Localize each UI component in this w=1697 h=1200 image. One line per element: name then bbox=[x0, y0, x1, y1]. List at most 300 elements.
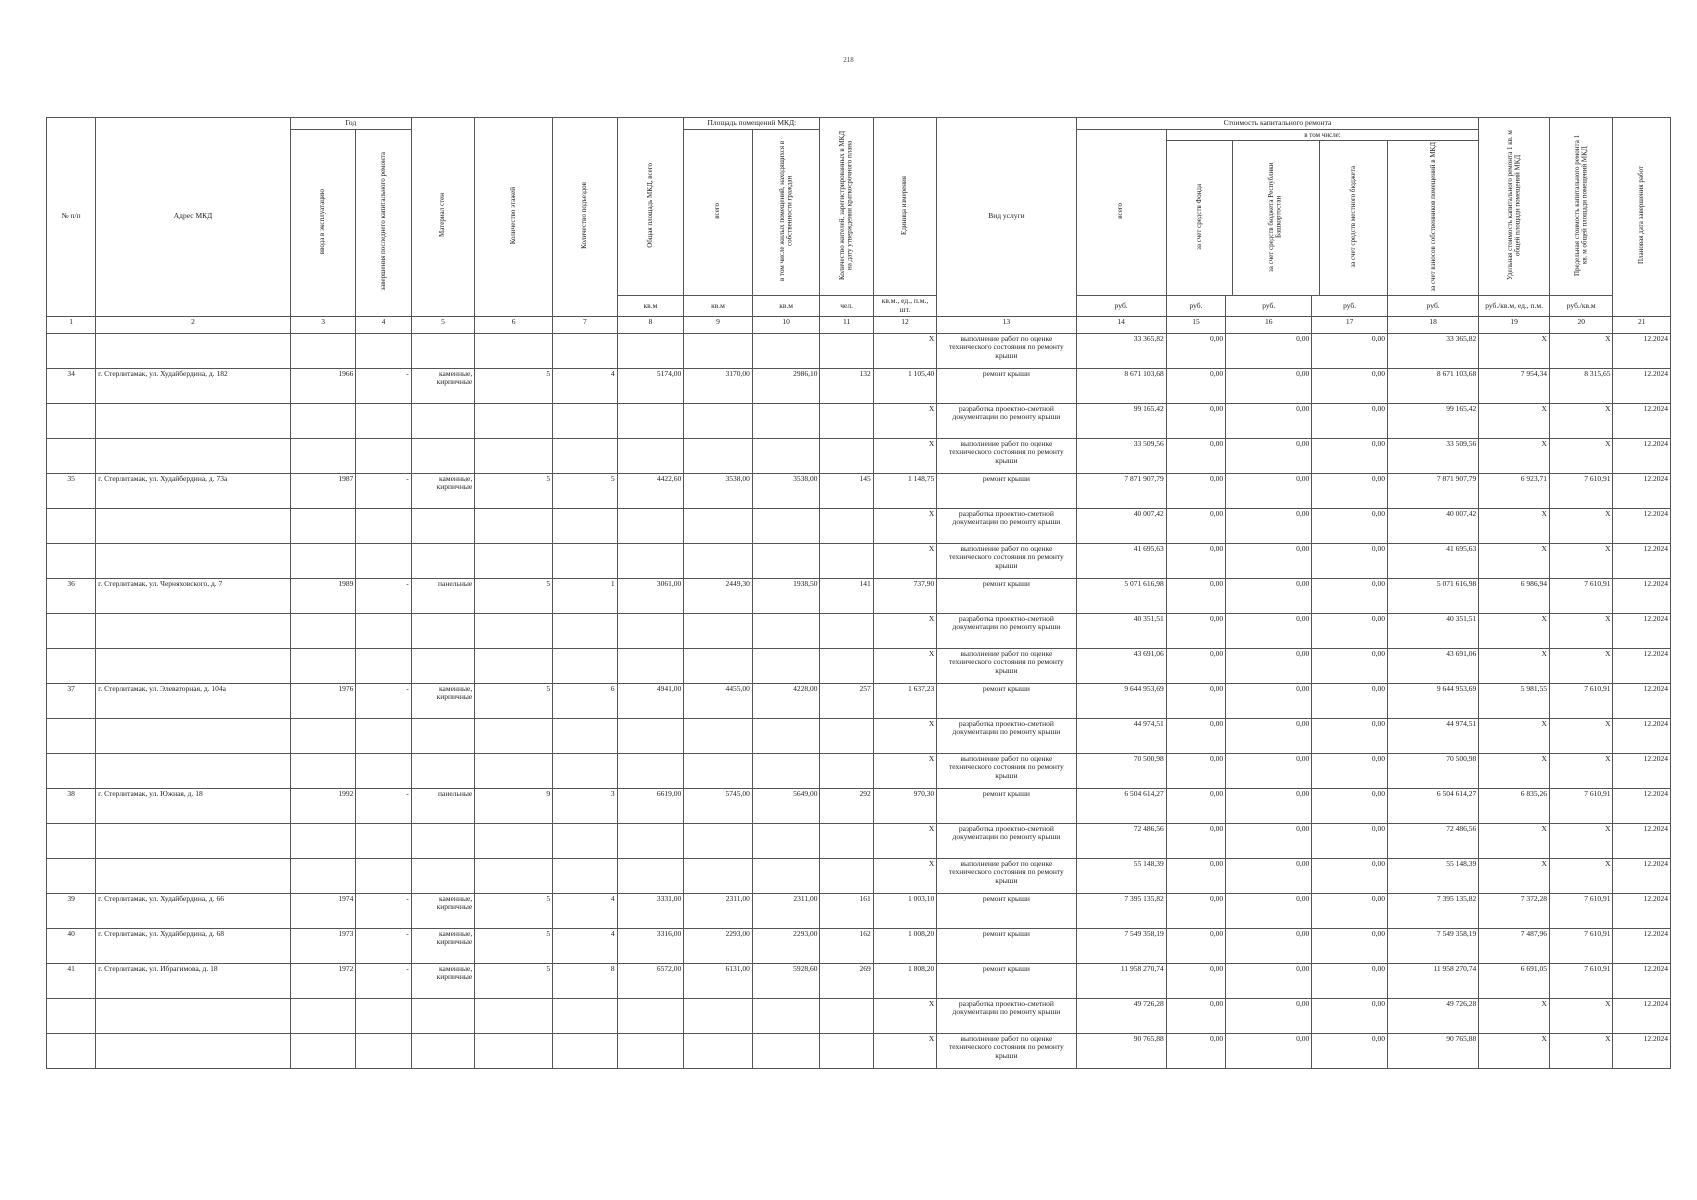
deadline-cell: 12.2024 bbox=[1613, 543, 1671, 578]
unit-cost-republic: руб. bbox=[1226, 296, 1312, 316]
column-index-cell: 17 bbox=[1312, 316, 1388, 333]
service-type-cell: ремонт крыши bbox=[937, 368, 1076, 403]
address-cell: г. Стерлитамак, ул. Южная, д. 18 bbox=[96, 788, 291, 823]
cost-fund-cell: 0,00 bbox=[1166, 858, 1225, 893]
service-type-cell: ремонт крыши bbox=[937, 473, 1076, 508]
cost-fund-cell: 0,00 bbox=[1166, 683, 1225, 718]
column-index-cell: 1 bbox=[47, 316, 96, 333]
cost-fund-cell: 0,00 bbox=[1166, 893, 1225, 928]
premises-total-cell bbox=[684, 613, 753, 648]
table-row bbox=[47, 963, 1671, 998]
deadline-cell: 12.2024 bbox=[1613, 613, 1671, 648]
residents-cell: 162 bbox=[820, 928, 873, 963]
year-commission-cell bbox=[290, 543, 356, 578]
entrances-cell bbox=[553, 543, 618, 578]
year-commission-cell: 1966 bbox=[290, 368, 356, 403]
premises-total-cell bbox=[684, 1033, 753, 1068]
residents-cell: 145 bbox=[820, 473, 873, 508]
total-area-cell bbox=[617, 438, 684, 473]
max-cost-cell: X bbox=[1549, 508, 1613, 543]
wall-material-cell bbox=[411, 613, 475, 648]
unit-cost-total: руб. bbox=[1076, 296, 1166, 316]
row-number: 37 bbox=[47, 683, 96, 718]
premises-total-cell bbox=[684, 508, 753, 543]
premises-total-cell: 5745,00 bbox=[684, 788, 753, 823]
cost-total-cell: 7 871 907,79 bbox=[1076, 473, 1166, 508]
cost-republic-cell: 0,00 bbox=[1226, 928, 1312, 963]
row-number: 39 bbox=[47, 893, 96, 928]
cost-owners-cell: 41 695,63 bbox=[1388, 543, 1479, 578]
cost-total-cell: 40 351,51 bbox=[1076, 613, 1166, 648]
cost-total-cell: 8 671 103,68 bbox=[1076, 368, 1166, 403]
unit-measure-cell: 1 148,75 bbox=[873, 473, 937, 508]
address-cell bbox=[96, 648, 291, 683]
premises-total-cell: 6131,00 bbox=[684, 963, 753, 998]
row-number: 38 bbox=[47, 788, 96, 823]
row-number: 41 bbox=[47, 963, 96, 998]
floors-cell: 5 bbox=[475, 928, 553, 963]
cost-local-cell: 0,00 bbox=[1312, 928, 1388, 963]
cost-republic-cell: 0,00 bbox=[1226, 333, 1312, 368]
cost-republic-cell: 0,00 bbox=[1226, 893, 1312, 928]
max-cost-cell: 8 315,65 bbox=[1549, 368, 1613, 403]
year-repair-cell: - bbox=[356, 578, 411, 613]
premises-residents-cell bbox=[752, 823, 820, 858]
wall-material-cell bbox=[411, 648, 475, 683]
premises-residents-cell: 3538,00 bbox=[752, 473, 820, 508]
year-commission-cell bbox=[290, 508, 356, 543]
max-cost-cell: X bbox=[1549, 753, 1613, 788]
row-number bbox=[47, 718, 96, 753]
cost-owners-cell: 6 504 614,27 bbox=[1388, 788, 1479, 823]
table-row bbox=[47, 683, 1671, 718]
capital-repair-table bbox=[46, 117, 1671, 1069]
row-number: 36 bbox=[47, 578, 96, 613]
entrances-cell: 3 bbox=[553, 788, 618, 823]
max-cost-cell: X bbox=[1549, 438, 1613, 473]
wall-material-cell bbox=[411, 858, 475, 893]
floors-cell: 5 bbox=[475, 473, 553, 508]
residents-cell: 292 bbox=[820, 788, 873, 823]
premises-residents-cell: 2293,00 bbox=[752, 928, 820, 963]
service-type-cell: выполнение работ по оценке технического состояния по ремонту крыши bbox=[937, 333, 1076, 368]
deadline-cell: 12.2024 bbox=[1613, 718, 1671, 753]
cost-owners-cell: 8 671 103,68 bbox=[1388, 368, 1479, 403]
column-index-cell: 6 bbox=[475, 316, 553, 333]
max-cost-cell: X bbox=[1549, 823, 1613, 858]
unit-measure-cell: 1 637,23 bbox=[873, 683, 937, 718]
year-repair-cell: - bbox=[356, 963, 411, 998]
premises-total-cell bbox=[684, 333, 753, 368]
floors-cell: 5 bbox=[475, 893, 553, 928]
year-repair-cell bbox=[356, 823, 411, 858]
premises-total-cell bbox=[684, 403, 753, 438]
residents-cell: 161 bbox=[820, 893, 873, 928]
year-commission-cell bbox=[290, 718, 356, 753]
cost-republic-cell: 0,00 bbox=[1226, 403, 1312, 438]
unit-cost-cell: 6 691,05 bbox=[1479, 963, 1550, 998]
header-cost-incl-group bbox=[1166, 129, 1479, 296]
cost-local-cell: 0,00 bbox=[1312, 683, 1388, 718]
total-area-cell bbox=[617, 648, 684, 683]
cost-local-cell: 0,00 bbox=[1312, 753, 1388, 788]
premises-residents-cell: 4228,00 bbox=[752, 683, 820, 718]
table-row bbox=[47, 473, 1671, 508]
row-number bbox=[47, 543, 96, 578]
wall-material-cell: каменные, кирпичные bbox=[411, 963, 475, 998]
cost-republic-cell: 0,00 bbox=[1226, 438, 1312, 473]
total-area-cell bbox=[617, 613, 684, 648]
entrances-cell bbox=[553, 753, 618, 788]
entrances-cell: 5 bbox=[553, 473, 618, 508]
unit-cost-fund: руб. bbox=[1166, 296, 1225, 316]
premises-residents-cell bbox=[752, 753, 820, 788]
row-number bbox=[47, 858, 96, 893]
entrances-cell bbox=[553, 648, 618, 683]
premises-residents-cell bbox=[752, 403, 820, 438]
year-commission-cell bbox=[290, 438, 356, 473]
year-commission-cell: 1989 bbox=[290, 578, 356, 613]
service-type-cell: выполнение работ по оценке технического состояния по ремонту крыши bbox=[937, 438, 1076, 473]
header-unit-cost: Удельная стоимость капитального ремонта 1 кв. м общей площади помещений МКД bbox=[1479, 118, 1550, 296]
service-type-cell: выполнение работ по оценке технического состояния по ремонту крыши bbox=[937, 1033, 1076, 1068]
address-cell: г. Стерлитамак, ул. Худайбердина, д. 182 bbox=[96, 368, 291, 403]
unit-cost-cell: X bbox=[1479, 718, 1550, 753]
deadline-cell: 12.2024 bbox=[1613, 683, 1671, 718]
entrances-cell: 6 bbox=[553, 683, 618, 718]
table-row bbox=[47, 718, 1671, 753]
deadline-cell: 12.2024 bbox=[1613, 928, 1671, 963]
unit-premises-residents: кв.м bbox=[752, 296, 820, 316]
unit-cost-cell: X bbox=[1479, 543, 1550, 578]
header-cost-fund: за счет средств Фонда bbox=[1167, 141, 1232, 296]
wall-material-cell: панельные bbox=[411, 788, 475, 823]
premises-total-cell bbox=[684, 753, 753, 788]
table-row bbox=[47, 928, 1671, 963]
cost-local-cell: 0,00 bbox=[1312, 613, 1388, 648]
wall-material-cell bbox=[411, 718, 475, 753]
unit-cost-cell: 6 986,94 bbox=[1479, 578, 1550, 613]
max-cost-cell: 7 610,91 bbox=[1549, 578, 1613, 613]
year-repair-cell: - bbox=[356, 893, 411, 928]
max-cost-cell: 7 610,91 bbox=[1549, 963, 1613, 998]
cost-owners-cell: 90 765,88 bbox=[1388, 1033, 1479, 1068]
deadline-cell: 12.2024 bbox=[1613, 753, 1671, 788]
deadline-cell: 12.2024 bbox=[1613, 473, 1671, 508]
unit-cost-cell: 7 954,34 bbox=[1479, 368, 1550, 403]
cost-owners-cell: 55 148,39 bbox=[1388, 858, 1479, 893]
residents-cell: 141 bbox=[820, 578, 873, 613]
unit-cost-cell: X bbox=[1479, 858, 1550, 893]
unit-measure-cell: X bbox=[873, 333, 937, 368]
floors-cell: 5 bbox=[475, 578, 553, 613]
floors-cell bbox=[475, 508, 553, 543]
cost-local-cell: 0,00 bbox=[1312, 368, 1388, 403]
column-index-cell: 9 bbox=[684, 316, 753, 333]
unit-cost-cell: X bbox=[1479, 438, 1550, 473]
cost-local-cell: 0,00 bbox=[1312, 473, 1388, 508]
header-incl: в том числе: bbox=[1167, 130, 1479, 141]
unit-max-cost: руб./кв.м bbox=[1549, 296, 1613, 316]
wall-material-cell bbox=[411, 753, 475, 788]
deadline-cell: 12.2024 bbox=[1613, 333, 1671, 368]
floors-cell: 5 bbox=[475, 683, 553, 718]
entrances-cell: 1 bbox=[553, 578, 618, 613]
column-index-cell: 5 bbox=[411, 316, 475, 333]
wall-material-cell bbox=[411, 543, 475, 578]
max-cost-cell: 7 610,91 bbox=[1549, 928, 1613, 963]
header-cost-local: за счет средств местного бюджета bbox=[1319, 141, 1388, 296]
cost-fund-cell: 0,00 bbox=[1166, 333, 1225, 368]
cost-total-cell: 90 765,88 bbox=[1076, 1033, 1166, 1068]
table-row bbox=[47, 508, 1671, 543]
service-type-cell: ремонт крыши bbox=[937, 788, 1076, 823]
cost-local-cell: 0,00 bbox=[1312, 648, 1388, 683]
year-repair-cell bbox=[356, 543, 411, 578]
cost-local-cell: 0,00 bbox=[1312, 963, 1388, 998]
residents-cell bbox=[820, 823, 873, 858]
cost-local-cell: 0,00 bbox=[1312, 858, 1388, 893]
total-area-cell: 5174,00 bbox=[617, 368, 684, 403]
premises-total-cell: 2293,00 bbox=[684, 928, 753, 963]
cost-republic-cell: 0,00 bbox=[1226, 788, 1312, 823]
floors-cell bbox=[475, 753, 553, 788]
table-row bbox=[47, 788, 1671, 823]
column-index-cell: 4 bbox=[356, 316, 411, 333]
year-commission-cell: 1972 bbox=[290, 963, 356, 998]
wall-material-cell: каменные, кирпичные bbox=[411, 683, 475, 718]
residents-cell bbox=[820, 508, 873, 543]
row-number: 34 bbox=[47, 368, 96, 403]
entrances-cell: 4 bbox=[553, 928, 618, 963]
column-index-cell: 2 bbox=[96, 316, 291, 333]
wall-material-cell bbox=[411, 1033, 475, 1068]
service-type-cell: ремонт крыши bbox=[937, 928, 1076, 963]
year-repair-cell bbox=[356, 613, 411, 648]
wall-material-cell: каменные, кирпичные bbox=[411, 473, 475, 508]
premises-total-cell bbox=[684, 543, 753, 578]
premises-residents-cell bbox=[752, 648, 820, 683]
residents-cell: 257 bbox=[820, 683, 873, 718]
entrances-cell bbox=[553, 333, 618, 368]
column-index-cell: 11 bbox=[820, 316, 873, 333]
header-total-area: Общая площадь МКД, всего bbox=[617, 118, 684, 296]
cost-fund-cell: 0,00 bbox=[1166, 788, 1225, 823]
year-repair-cell: - bbox=[356, 473, 411, 508]
wall-material-cell bbox=[411, 998, 475, 1033]
cost-fund-cell: 0,00 bbox=[1166, 963, 1225, 998]
deadline-cell: 12.2024 bbox=[1613, 648, 1671, 683]
unit-measure-cell: X bbox=[873, 613, 937, 648]
cost-total-cell: 41 695,63 bbox=[1076, 543, 1166, 578]
cost-fund-cell: 0,00 bbox=[1166, 928, 1225, 963]
cost-fund-cell: 0,00 bbox=[1166, 648, 1225, 683]
cost-owners-cell: 5 071 616,98 bbox=[1388, 578, 1479, 613]
cost-total-cell: 49 726,28 bbox=[1076, 998, 1166, 1033]
cost-local-cell: 0,00 bbox=[1312, 998, 1388, 1033]
max-cost-cell: 7 610,91 bbox=[1549, 893, 1613, 928]
unit-measure: кв.м., ед., п.м., шт. bbox=[873, 296, 937, 316]
deadline-cell: 12.2024 bbox=[1613, 403, 1671, 438]
wall-material-cell: каменные, кирпичные bbox=[411, 368, 475, 403]
cost-total-cell: 99 165,42 bbox=[1076, 403, 1166, 438]
cost-local-cell: 0,00 bbox=[1312, 893, 1388, 928]
floors-cell bbox=[475, 998, 553, 1033]
premises-residents-cell: 2986,10 bbox=[752, 368, 820, 403]
residents-cell bbox=[820, 543, 873, 578]
cost-fund-cell: 0,00 bbox=[1166, 578, 1225, 613]
row-number bbox=[47, 648, 96, 683]
cost-local-cell: 0,00 bbox=[1312, 788, 1388, 823]
header-year-group: Год bbox=[290, 118, 411, 130]
unit-cost-cell: 7 372,28 bbox=[1479, 893, 1550, 928]
unit-cost-cell: 7 487,96 bbox=[1479, 928, 1550, 963]
floors-cell bbox=[475, 1033, 553, 1068]
premises-total-cell bbox=[684, 823, 753, 858]
cost-local-cell: 0,00 bbox=[1312, 823, 1388, 858]
cost-republic-cell: 0,00 bbox=[1226, 963, 1312, 998]
unit-total-area: кв.м bbox=[617, 296, 684, 316]
address-cell bbox=[96, 718, 291, 753]
address-cell bbox=[96, 998, 291, 1033]
unit-cost-cell: X bbox=[1479, 753, 1550, 788]
premises-total-cell: 2449,30 bbox=[684, 578, 753, 613]
premises-residents-cell bbox=[752, 613, 820, 648]
table-row bbox=[47, 403, 1671, 438]
year-repair-cell bbox=[356, 403, 411, 438]
wall-material-cell bbox=[411, 403, 475, 438]
cost-owners-cell: 33 509,56 bbox=[1388, 438, 1479, 473]
unit-cost-local: руб. bbox=[1312, 296, 1388, 316]
cost-republic-cell: 0,00 bbox=[1226, 543, 1312, 578]
header-unit-measure: Единица измерения bbox=[873, 118, 937, 296]
column-index-cell: 3 bbox=[290, 316, 356, 333]
cost-republic-cell: 0,00 bbox=[1226, 823, 1312, 858]
year-repair-cell bbox=[356, 648, 411, 683]
year-repair-cell: - bbox=[356, 368, 411, 403]
year-repair-cell bbox=[356, 718, 411, 753]
cost-fund-cell: 0,00 bbox=[1166, 438, 1225, 473]
floors-cell bbox=[475, 648, 553, 683]
row-number bbox=[47, 508, 96, 543]
year-commission-cell: 1992 bbox=[290, 788, 356, 823]
address-cell bbox=[96, 333, 291, 368]
service-type-cell: разработка проектно-сметной документации по ремонту крыши bbox=[937, 403, 1076, 438]
cost-fund-cell: 0,00 bbox=[1166, 998, 1225, 1033]
deadline-cell: 12.2024 bbox=[1613, 438, 1671, 473]
header-address: Адрес МКД bbox=[96, 118, 291, 317]
row-number: 35 bbox=[47, 473, 96, 508]
total-area-cell: 3061,00 bbox=[617, 578, 684, 613]
header-premises-residents: в том числе жилых помещений, находящихся в собственности граждан bbox=[752, 129, 820, 296]
table-row bbox=[47, 893, 1671, 928]
floors-cell bbox=[475, 613, 553, 648]
premises-residents-cell bbox=[752, 1033, 820, 1068]
cost-local-cell: 0,00 bbox=[1312, 438, 1388, 473]
deadline-cell: 12.2024 bbox=[1613, 1033, 1671, 1068]
unit-premises-total: кв.м bbox=[684, 296, 753, 316]
year-repair-cell: - bbox=[356, 928, 411, 963]
residents-cell bbox=[820, 648, 873, 683]
unit-cost-cell: X bbox=[1479, 508, 1550, 543]
cost-fund-cell: 0,00 bbox=[1166, 718, 1225, 753]
table-body bbox=[47, 333, 1671, 1068]
total-area-cell: 3331,00 bbox=[617, 893, 684, 928]
column-index-cell: 7 bbox=[553, 316, 618, 333]
year-commission-cell bbox=[290, 403, 356, 438]
residents-cell bbox=[820, 1033, 873, 1068]
cost-local-cell: 0,00 bbox=[1312, 1033, 1388, 1068]
entrances-cell bbox=[553, 823, 618, 858]
unit-measure-cell: 1 008,20 bbox=[873, 928, 937, 963]
premises-total-cell bbox=[684, 858, 753, 893]
total-area-cell bbox=[617, 718, 684, 753]
year-commission-cell bbox=[290, 648, 356, 683]
service-type-cell: выполнение работ по оценке технического состояния по ремонту крыши bbox=[937, 648, 1076, 683]
row-number bbox=[47, 403, 96, 438]
address-cell bbox=[96, 403, 291, 438]
total-area-cell bbox=[617, 333, 684, 368]
year-repair-cell bbox=[356, 333, 411, 368]
premises-residents-cell bbox=[752, 858, 820, 893]
header-residents: Количество жителей, зарегистрированных в МКД на дату утверждения краткосрочного плана bbox=[820, 118, 873, 296]
row-number bbox=[47, 333, 96, 368]
cost-republic-cell: 0,00 bbox=[1226, 648, 1312, 683]
cost-republic-cell: 0,00 bbox=[1226, 578, 1312, 613]
premises-total-cell bbox=[684, 438, 753, 473]
entrances-cell bbox=[553, 438, 618, 473]
unit-measure-cell: X bbox=[873, 508, 937, 543]
wall-material-cell: панельные bbox=[411, 578, 475, 613]
service-type-cell: ремонт крыши bbox=[937, 683, 1076, 718]
year-repair-cell: - bbox=[356, 788, 411, 823]
total-area-cell bbox=[617, 753, 684, 788]
cost-republic-cell: 0,00 bbox=[1226, 508, 1312, 543]
service-type-cell: выполнение работ по оценке технического состояния по ремонту крыши bbox=[937, 858, 1076, 893]
max-cost-cell: X bbox=[1549, 1033, 1613, 1068]
service-type-cell: ремонт крыши bbox=[937, 578, 1076, 613]
address-cell: г. Стерлитамак, ул. Ибрагимова, д. 18 bbox=[96, 963, 291, 998]
cost-total-cell: 33 509,56 bbox=[1076, 438, 1166, 473]
premises-total-cell bbox=[684, 998, 753, 1033]
cost-owners-cell: 11 958 270,74 bbox=[1388, 963, 1479, 998]
unit-cost-cell: X bbox=[1479, 823, 1550, 858]
cost-owners-cell: 70 500,98 bbox=[1388, 753, 1479, 788]
unit-measure-cell: X bbox=[873, 823, 937, 858]
cost-fund-cell: 0,00 bbox=[1166, 823, 1225, 858]
cost-local-cell: 0,00 bbox=[1312, 543, 1388, 578]
column-index-cell: 19 bbox=[1479, 316, 1550, 333]
header-cost-group: Стоимость капитального ремонта bbox=[1076, 118, 1479, 130]
address-cell bbox=[96, 613, 291, 648]
total-area-cell: 6572,00 bbox=[617, 963, 684, 998]
year-commission-cell: 1987 bbox=[290, 473, 356, 508]
deadline-cell: 12.2024 bbox=[1613, 788, 1671, 823]
premises-residents-cell bbox=[752, 543, 820, 578]
table-row bbox=[47, 1033, 1671, 1068]
header-deadline: Плановая дата завершения работ bbox=[1613, 118, 1671, 317]
address-cell bbox=[96, 823, 291, 858]
premises-residents-cell: 1938,50 bbox=[752, 578, 820, 613]
address-cell bbox=[96, 543, 291, 578]
cost-republic-cell: 0,00 bbox=[1226, 613, 1312, 648]
column-index-cell: 13 bbox=[937, 316, 1076, 333]
row-number bbox=[47, 438, 96, 473]
max-cost-cell: 7 610,91 bbox=[1549, 473, 1613, 508]
premises-total-cell: 3538,00 bbox=[684, 473, 753, 508]
cost-owners-cell: 49 726,28 bbox=[1388, 998, 1479, 1033]
address-cell: г. Стерлитамак, ул. Черняховского, д. 7 bbox=[96, 578, 291, 613]
